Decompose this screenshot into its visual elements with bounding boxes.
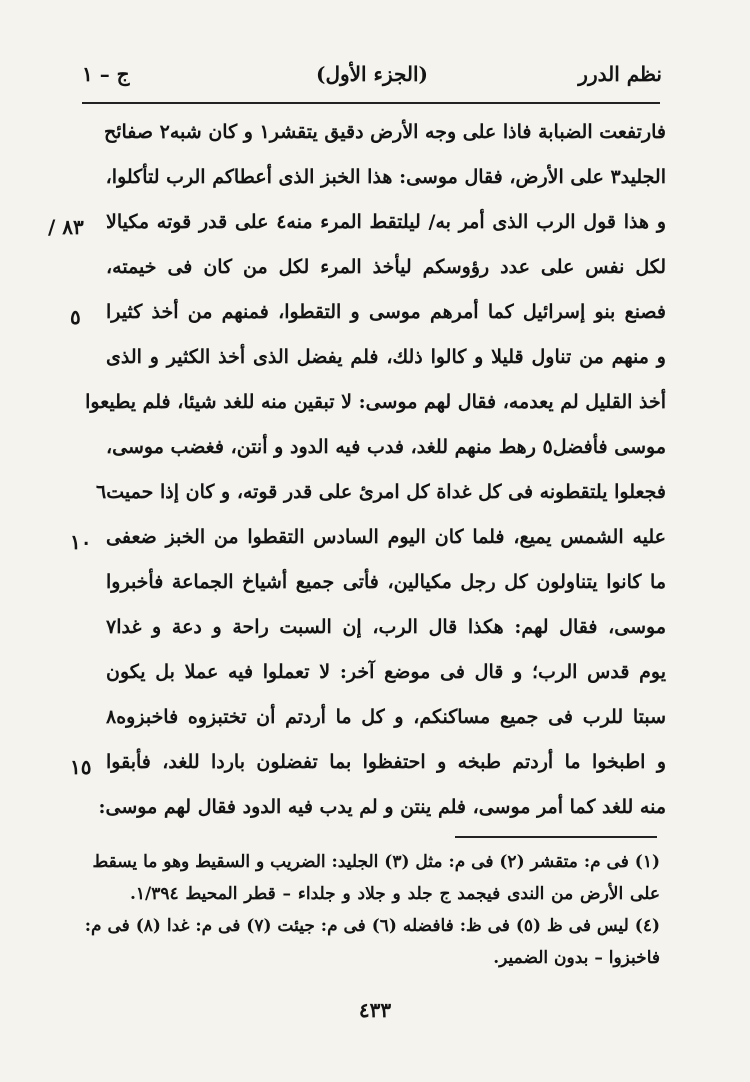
line-number-10: ١٠: [70, 530, 92, 554]
footnotes: [84, 846, 660, 974]
text-line-11: ما كانوا يتناولون كل رجل مكيالين، فأتى جميع أشياخ الجماعة فأخبروا: [106, 571, 666, 593]
text-line-7: أخذ القليل لم يعدمه، فقال لهم موسى: لا تبقين منه للغد شيئا، فلم يطيعوا: [85, 391, 666, 413]
footnote-line-3: (٤) ليس فى ظ (٥) فى ظ: فافضله (٦) فى م: جيئت (٧) فى م: غدا (٨) فى م:: [84, 916, 660, 936]
text-line-15: و اطبخوا ما أردتم طبخه و احتفظوا بما تفضلون باردا للغد، فأبقوا: [106, 751, 666, 773]
body-text: [85, 110, 667, 830]
text-line-5: فصنع بنو إسرائيل كما أمرهم موسى و التقطوا، فمنهم من أخذ كثيرا: [106, 301, 666, 323]
line-number-5: ٥: [70, 305, 81, 329]
text-line-2: الجليد٣ على الأرض، فقال موسى: هذا الخبز الذى أعطاكم الرب لتأكلوا،: [105, 166, 666, 188]
text-line-12: موسى، فقال لهم: هكذا قال الرب، إن السبت راحة و دعة و غدا٧: [106, 616, 666, 638]
text-line-13: يوم قدس الرب؛ و قال فى موضع آخر: لا تعملوا فيه عملا بل يكون: [106, 661, 666, 683]
footnote-line-4: فاخبزوا – بدون الضمير.: [493, 948, 660, 968]
text-line-4: لكل نفس على عدد رؤوسكم ليأخذ المرء لكل من كان فى خيمته،: [106, 256, 666, 278]
running-header: [82, 58, 662, 98]
text-line-3: و هذا قول الرب الذى أمر به/ ليلتقط المرء منه٤ على قدر قوته مكيالا: [106, 211, 666, 233]
text-line-16: منه للغد كما أمر موسى، فلم ينتن و لم يدب فيه الدود فقال لهم موسى:: [98, 796, 666, 818]
header-rule: [82, 102, 660, 104]
page-number: ٤٣٣: [358, 998, 392, 1022]
footnote-rule: [455, 836, 657, 838]
footnote-line-1: (١) فى م: متقشر (٢) فى م: مثل (٣) الجليد: الضريب و السقيط وهو ما يسقط: [92, 852, 660, 872]
text-line-1: فارتفعت الضبابة فاذا على وجه الأرض دقيق يتقشر١ و كان شبه٢ صفائح: [103, 121, 666, 143]
text-line-10: عليه الشمس يميع، فلما كان اليوم السادس التقطوا من الخبز ضعفى: [106, 526, 666, 548]
volume-label: ج – ١: [82, 62, 130, 86]
part-title: (الجزء الأول): [315, 62, 429, 86]
text-line-9: فجعلوا يلتقطونه فى كل غداة كل امرئ على قدر قوته، و كان إذا حميت٦: [96, 481, 666, 503]
footnote-line-2: على الأرض من الندى فيجمد ج جلد و جلاد و جلداء – قطر المحيط ١/٣٩٤.: [130, 884, 660, 904]
text-line-6: و منهم من تناول قليلا و كالوا ذلك، فلم يفضل الذى أخذ الكثير و الذى: [106, 346, 666, 368]
line-number-15: ١٥: [70, 755, 92, 779]
text-line-14: سبتا للرب فى جميع مساكنكم، و كل ما أردتم أن تختبزوه فاخبزوه٨: [106, 706, 666, 728]
book-title: نظم الدرر: [578, 62, 662, 86]
folio-marker: ٨٣ /: [48, 215, 84, 239]
text-line-8: موسى فأفضل٥ رهط منهم للغد، فدب فيه الدود و أنتن، فغضب موسى،: [106, 436, 667, 458]
